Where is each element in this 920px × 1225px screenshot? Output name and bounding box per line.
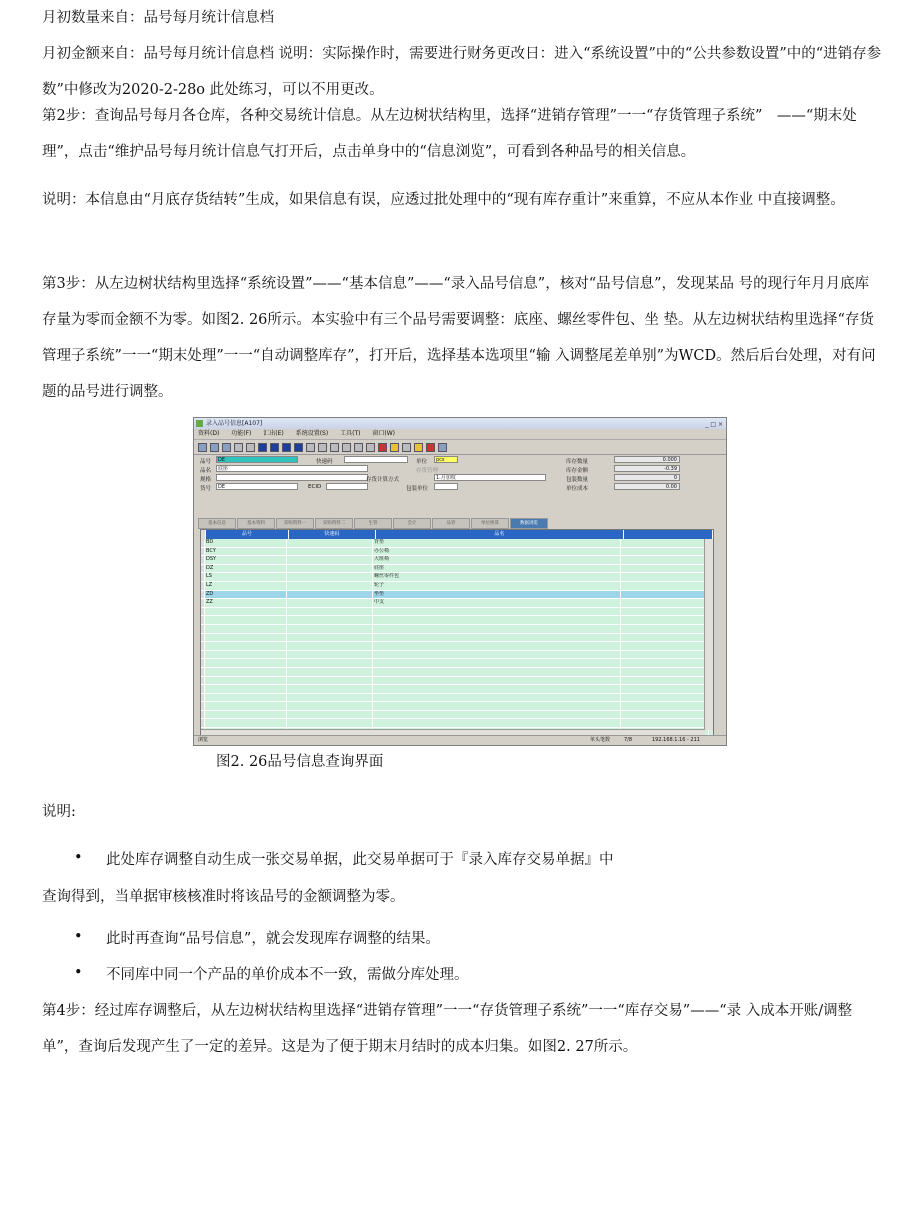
cell-item-no[interactable]: ZD [205,591,287,599]
table-row[interactable] [201,548,713,557]
cell-item-name[interactable]: 背垫 [373,539,621,547]
last-record-icon[interactable] [294,443,303,452]
table-row[interactable] [201,651,713,660]
col-item-no[interactable]: 品号 [206,530,289,539]
item-form [194,455,726,509]
bullet-1: 此处库存调整自动生成一张交易单据，此交易单据可于『录入库存交易单据』中 [106,852,614,868]
spec-field[interactable] [216,474,368,481]
cell-item-name[interactable] [373,685,621,693]
table-row[interactable] [201,565,713,574]
table-row[interactable] [201,702,713,711]
table-row[interactable] [201,616,713,625]
table-row[interactable] [201,591,713,600]
menu-item[interactable]: 系统设置(S) [295,430,329,437]
cell-quick-code[interactable] [287,539,373,547]
exit-icon[interactable] [438,443,447,452]
table-row[interactable] [201,711,713,720]
window-title: 录入品号信息[A107] [206,420,263,427]
filter-icon[interactable] [366,443,375,452]
cell-quick-code[interactable] [287,668,373,676]
cell-empty[interactable] [621,582,709,590]
tab-purchase-1[interactable]: 采购资料一 [276,518,314,529]
table-row[interactable] [201,634,713,643]
paragraph-4: 说明：本信息由“月底存货结转”生成，如果信息有误，应透过批处理中的“现有库存重计”来重算，不应从本作业 中直接调整。 [42,192,845,208]
cell-item-name[interactable]: 轮子 [373,582,621,590]
cell-item-no[interactable] [205,642,287,650]
approve-icon[interactable] [342,443,351,452]
cell-item-name[interactable] [373,677,621,685]
cell-item-name[interactable] [373,634,621,642]
table-row[interactable] [201,719,713,728]
cell-item-name[interactable] [373,719,621,727]
first-record-icon[interactable] [258,443,267,452]
cell-quick-code[interactable] [287,642,373,650]
tab-production[interactable]: 生管 [354,518,392,529]
paragraph-3: 第2步：查询品号每月各仓库，各种交易统计信息。从左边树状结构里，选择“进销存管理”一一“存货管理子系统” ——“期末处理”，点击“维护品号每月统计信息气打开后，点击单身中的“信息浏览”，可看到各种品号的相关信息。 [42,108,857,160]
new-icon[interactable] [198,443,207,452]
cell-item-name[interactable] [373,668,621,676]
cell-quick-code[interactable] [287,608,373,616]
quick-code-field[interactable] [344,456,408,463]
cell-item-name[interactable] [373,608,621,616]
item-no-label: 品号 [200,459,212,465]
pack-qty-value: 0 [614,474,680,481]
unit-cost-value: 0.00 [614,483,680,490]
pack-qty-label: 包装数量 [566,477,589,483]
window-controls[interactable]: _ □ × [705,421,723,428]
cell-item-no[interactable] [205,608,287,616]
cell-item-name[interactable] [373,702,621,710]
cell-item-name[interactable] [373,642,621,650]
cell-quick-code[interactable] [287,702,373,710]
help-icon[interactable] [426,443,435,452]
grid-header [201,530,713,539]
table-row[interactable] [201,694,713,703]
table-row[interactable] [201,599,713,608]
unapprove-icon[interactable] [354,443,363,452]
cell-quick-code[interactable] [287,556,373,564]
cell-item-name[interactable] [373,616,621,624]
paragraph-1: 月初数量来自：品号每月统计信息档 [42,10,274,26]
cell-item-no[interactable]: LZ [205,582,287,590]
cell-empty[interactable] [621,625,709,633]
calc-method-label: 存货计算方式 [366,477,400,483]
prev-record-icon[interactable] [270,443,279,452]
cell-item-no[interactable]: DSY [205,556,287,564]
tab-unit-conversion[interactable]: 单位换算 [471,518,509,529]
cell-empty[interactable] [621,608,709,616]
cell-quick-code[interactable] [287,685,373,693]
calc-method-select[interactable]: 1.月加权 [434,474,546,481]
table-row[interactable] [201,625,713,634]
status-count: 7/8 [624,737,633,743]
cell-item-name[interactable] [373,659,621,667]
cell-empty[interactable] [621,677,709,685]
tab-strip [198,518,548,527]
cell-item-no[interactable] [205,668,287,676]
copy-icon[interactable] [210,443,219,452]
tab-accounting[interactable]: 会计 [393,518,431,529]
cell-quick-code[interactable] [287,625,373,633]
cell-quick-code[interactable] [287,565,373,573]
table-row[interactable] [201,582,713,591]
cell-item-no[interactable]: BD [205,539,287,547]
toolbar [194,440,726,455]
cell-item-no[interactable] [205,711,287,719]
cell-empty[interactable] [621,539,709,547]
cell-item-name[interactable] [373,711,621,719]
cancel-icon[interactable] [330,443,339,452]
cell-item-no[interactable] [205,677,287,685]
next-record-icon[interactable] [282,443,291,452]
cell-empty[interactable] [621,548,709,556]
table-row[interactable] [201,659,713,668]
table-row[interactable] [201,573,713,582]
cell-item-no[interactable] [205,634,287,642]
cell-item-name[interactable] [373,651,621,659]
menu-item[interactable]: 汇出(E) [263,430,284,437]
spec-label: 规格 [200,477,212,483]
stock-qty-label: 库存数量 [566,459,589,465]
bullet-3: 不同库中同一个产品的单价成本不一致，需做分库处理。 [106,967,469,983]
bullet-marker: • [74,850,83,866]
cell-quick-code[interactable] [287,659,373,667]
stock-qty-value: 0.000 [614,456,680,463]
bullet-marker: • [74,929,83,945]
cell-quick-code[interactable] [287,582,373,590]
cell-item-no[interactable]: LS [205,573,287,581]
bullet-marker: • [74,965,83,981]
cell-empty[interactable] [621,565,709,573]
cell-empty[interactable] [621,685,709,693]
grid-body [201,539,713,737]
cell-empty[interactable] [621,573,709,581]
name-label: 品名 [200,468,212,474]
cell-quick-code[interactable] [287,719,373,727]
stock-amount-value: -0.39 [614,465,680,472]
cell-item-name[interactable]: 底座 [373,565,621,573]
pack-unit-field[interactable] [434,483,458,490]
bullet-2: 此时再查询“品号信息”，就会发现库存调整的结果。 [106,931,440,947]
tab-quality[interactable]: 品管 [432,518,470,529]
menu-item[interactable]: 资料(D) [198,430,220,437]
cell-item-name[interactable]: 坐垫 [373,591,621,599]
cell-quick-code[interactable] [287,677,373,685]
status-count-label: 单头笔数 [590,737,611,743]
tab-basic-info[interactable]: 基本信息 [198,518,236,529]
item-grid [200,529,714,739]
delete-icon[interactable] [234,443,243,452]
menu-item[interactable]: 功能(F) [231,430,252,437]
cell-empty[interactable] [621,642,709,650]
col-empty [624,530,713,539]
cell-quick-code[interactable] [287,599,373,607]
cell-empty[interactable] [621,668,709,676]
cell-empty[interactable] [621,634,709,642]
cell-empty[interactable] [621,659,709,667]
status-bar [194,735,726,745]
cell-quick-code[interactable] [287,634,373,642]
menu-item[interactable]: 窗口(W) [372,430,396,437]
cell-empty[interactable] [621,651,709,659]
paragraph-5: 第3步：从左边树状结构里选择“系统设置”——“基本信息”——“录入品号信息”，核对“品号信息”，发现某品 号的现行年月月底库存量为零而金额不为零。如图2. 26所示。本实验中有三个品号需要调整：底座、螺丝零件包、坐 垫。从左边树状结构里选择“存货管理子系统”一一“期末处理”一一“自动调整库存”，打开后，选择基本选项里“输 入调整尾差单别”为WCD。然后后台处理，对有问题的品号进行调整。 [42,276,876,400]
table-row[interactable] [201,608,713,617]
quick-code-label: 快速码 [316,459,333,465]
item-no-field[interactable]: DE [216,456,298,463]
cell-quick-code[interactable] [287,711,373,719]
cell-item-no[interactable]: DZ [205,565,287,573]
cell-quick-code[interactable] [287,548,373,556]
cell-item-no[interactable] [205,685,287,693]
drawing-no-field[interactable]: DE [216,483,298,490]
cell-item-name[interactable]: 螺丝零件包 [373,573,621,581]
cell-item-no[interactable] [205,651,287,659]
table-row[interactable] [201,539,713,548]
table-row[interactable] [201,677,713,686]
table-row[interactable] [201,685,713,694]
cell-item-no[interactable] [205,719,287,727]
print-icon[interactable] [246,443,255,452]
status-ip: 192.168.1.16 - 211 [652,737,700,743]
status-mode: 浏览 [198,737,209,743]
window-titlebar [194,418,726,429]
paragraph-6: 第4步：经过库存调整后，从左边树状结构里选择“进销存管理”一一“存货管理子系统”一一“库存交易”——“录 入成本开账/调整单”，查询后发现产生了一定的差异。这是为了便于期末月结时的成本归集。如图2. 27所示。 [42,1003,853,1055]
bullet-1-continuation: 查询得到，当单据审核核准时将该品号的金额调整为零。 [42,889,405,905]
query-icon[interactable] [306,443,315,452]
drawing-no-label: 货号 [200,486,212,492]
cell-item-no[interactable] [205,659,287,667]
cell-item-no[interactable]: ZZ [205,599,287,607]
table-row[interactable] [201,642,713,651]
confirm-icon[interactable] [318,443,327,452]
cell-empty[interactable] [621,599,709,607]
tool-icon[interactable] [378,443,387,452]
note-label: 说明: [42,804,76,820]
tab-purchase-2[interactable]: 采购资料二 [315,518,353,529]
menu-bar [194,429,726,440]
unit-cost-label: 单位成本 [566,486,589,492]
cell-item-name[interactable]: 办公椅 [373,548,621,556]
cell-item-name[interactable] [373,694,621,702]
menu-item[interactable]: 工具(T) [340,430,361,437]
app-icon [196,420,203,427]
warehouse-label: 存货管理 [416,468,439,474]
ecid-field[interactable] [326,483,368,490]
cell-quick-code[interactable] [287,573,373,581]
cell-item-name[interactable]: 中支 [373,599,621,607]
cell-item-no[interactable] [205,625,287,633]
unit-field[interactable]: pcs [434,456,458,463]
cell-quick-code[interactable] [287,651,373,659]
cell-quick-code[interactable] [287,616,373,624]
tab-basic-data[interactable]: 基本资料 [237,518,275,529]
paragraph-2: 月初金额来自：品号每月统计信息档 说明：实际操作时，需要进行财务更改日：进入“系统设置”中的“公共参数设置”中的“进销存参数”中修改为2020-2-28o 此处练习，可以不用更改。 [42,46,882,98]
cell-item-no[interactable] [205,702,287,710]
cell-item-no[interactable] [205,616,287,624]
cell-item-no[interactable] [205,694,287,702]
pack-unit-label: 包装单位 [406,486,429,492]
cell-quick-code[interactable] [287,591,373,599]
table-row[interactable] [201,668,713,677]
cell-item-no[interactable]: BCY [205,548,287,556]
cell-item-name[interactable]: 大班椅 [373,556,621,564]
cell-empty[interactable] [621,702,709,710]
unit-label: 单位 [416,459,428,465]
cell-empty[interactable] [621,694,709,702]
cell-quick-code[interactable] [287,694,373,702]
cell-empty[interactable] [621,556,709,564]
table-row[interactable] [201,556,713,565]
folder-icon[interactable] [390,443,399,452]
vertical-scrollbar[interactable] [704,539,713,730]
report-icon[interactable] [414,443,423,452]
search-icon[interactable] [402,443,411,452]
ecid-label: ECID [308,484,322,490]
name-field[interactable]: 底座 [216,465,368,472]
col-item-name[interactable]: 品名 [376,530,625,539]
cell-empty[interactable] [621,711,709,719]
col-quick-code[interactable]: 快速码 [289,530,376,539]
tab-data-browse[interactable]: 数据浏览 [510,518,548,529]
screenshot-figure [193,417,727,746]
stock-amount-label: 库存金额 [566,468,589,474]
save-icon[interactable] [222,443,231,452]
cell-empty[interactable] [621,719,709,727]
cell-empty[interactable] [621,591,709,599]
cell-empty[interactable] [621,616,709,624]
figure-caption: 图2. 26品号信息查询界面 [216,754,384,770]
cell-item-name[interactable] [373,625,621,633]
